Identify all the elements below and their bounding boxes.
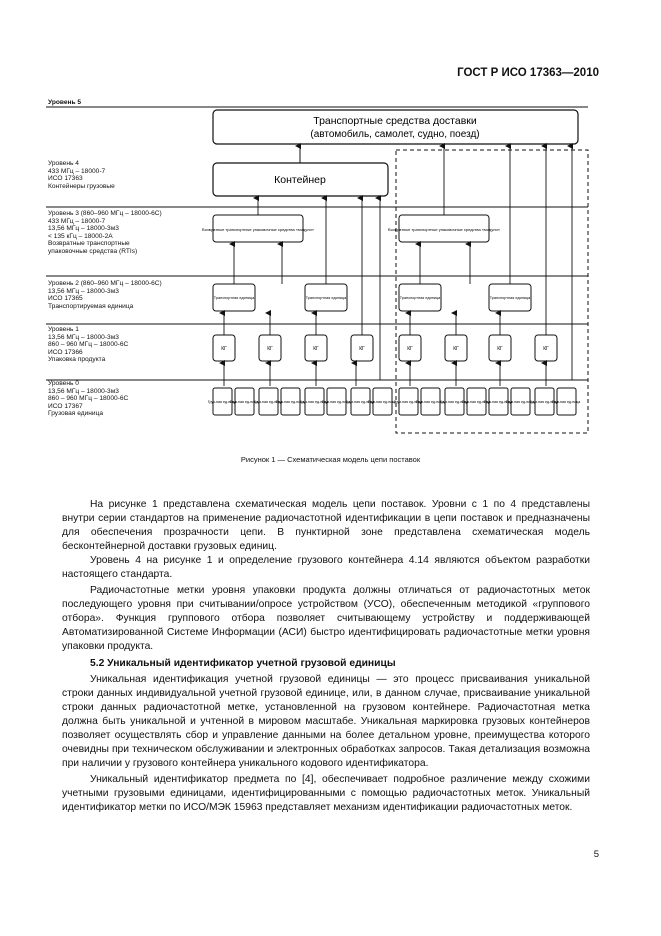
document-header: ГОСТ Р ИСО 17363—2010 [457,67,599,79]
unit-label-1: Транспортная единица [213,296,255,300]
kg-label-2: КГ [267,346,273,352]
level5-label: Уровень 5 [48,99,82,106]
rti-label-left: Возвратные транспортные упаковочные средства «модули» [202,227,314,232]
cargo-label-16: Груз-ная ед-ница [551,400,581,404]
level3-label: Уровень 3 (860–960 МГц – 18000-6С) 433 МГц – 18000-7 13,56 МГц – 18000-3м3 < 135 кГц – 18000-2А Возвратные транспортные упаковочные средства (RTIs) [48,210,162,255]
cargo-label-11: Груз-ная ед-ница [439,400,469,404]
cargo-label-13: Груз-ная ед-ница [483,400,513,404]
cargo-label-6: Груз-ная ед-ница [321,400,351,404]
paragraph: Уникальная идентификация учетной грузовой единицы — это процесс присваивания уникальной строки данных индивидуальной учетной грузовой единице, или, в данном случае, присваивание уникальной строки данных радиочастотной метке, установленной на грузовом контейнере. Радиочастотная метка должна быть уникальной и учтенной в мировом масштабе. Уникальная маркировка грузовых контейнеров позволяет осуществлять сбор и управление данными на более детальном уровне, преимущества которого очевидны при техническом обслуживании и электронных обработках запросов. Такая детализация возможна при наличии у грузового контейнера уникального кодового идентификатора. [62,674,590,769]
kg-label-7: КГ [497,346,503,352]
transport-line1: Транспортные средства доставки [313,115,477,127]
unit-label-2: Транспортная единица [305,296,347,300]
level1-label: Уровень 1 13,56 МГц – 18000-3м3 860 – 960 МГц – 18000-6С ИСО 17366 Упаковка продукта [48,326,129,364]
paragraph: Уровень 4 на рисунке 1 и определение грузового контейнера 4.14 являются объектом разработки настоящего стандарта. [62,555,590,580]
cargo-label-14: Груз-ная ед-ница [505,400,535,404]
paragraph: На рисунке 1 представлена схематическая модель цепи поставок. Уровни с 1 по 4 представлены внутри серии стандартов на применение радиочастотной идентификации в цепи поставок и предназначены для обеспечения прозрачности цепи. В пунктирной зоне представлена схематическая модель бесконтейнерной доставки грузовых единиц. [62,499,590,552]
level2-label: Уровень 2 (860–960 МГц – 18000-6С) 13,56 МГц – 18000-3м3 ИСО 17365 Транспортируемая единица [48,280,162,310]
unit-label-4: Транспортная единица [489,296,531,300]
kg-label-8: КГ [543,346,549,352]
unit-label-3: Транспортная единица [399,296,441,300]
figure-caption: Рисунок 1 — Схематическая модель цепи поставок [240,455,421,464]
cargo-label-1: Груз-ная ед-ница [207,400,237,404]
cargo-label-9: Груз-ная ед-ница [393,400,423,404]
cargo-label-10: Груз-ная ед-ница [415,400,445,404]
rti-label-right: Возвратные транспортные упаковочные средства «модули» [388,227,500,232]
transport-line2: (автомобиль, самолет, судно, поезд) [310,129,480,140]
page-number: 5 [593,849,599,860]
cargo-label-7: Груз-ная ед-ница [345,400,375,404]
paragraph: Уникальный идентификатор предмета по [4], обеспечивает подробное различение между схожими учетными грузовыми единицами, идентифицированными с помощью радиочастотных меток. Уникальный идентификатор метки по ИСО/МЭК 15963 представляет механизм идентификации радиочастотных меток. [62,774,590,813]
cargo-label-3: Груз-ная ед-ница [253,400,283,404]
cargo-label-8: Груз-ная ед-ница [367,400,397,404]
cargo-label-15: Груз-ная ед-ница [529,400,559,404]
level4-label: Уровень 4 433 МГц – 18000-7 ИСО 17363 Контейнеры грузовые [48,160,115,190]
cargo-label-4: Груз-ная ед-ница [275,400,305,404]
supply-chain-diagram [0,0,661,450]
container-label: Контейнер [274,174,326,186]
kg-label-4: КГ [359,346,365,352]
kg-label-1: КГ [221,346,227,352]
section-title: 5.2 Уникальный идентификатор учетной грузовой единицы [90,658,396,669]
cargo-label-2: Груз-ная ед-ница [229,400,259,404]
cargo-label-5: Груз-ная ед-ница [299,400,329,404]
cargo-label-12: Груз-ная ед-ница [461,400,491,404]
kg-label-6: КГ [453,346,459,352]
body-text-1 [62,498,590,815]
paragraph: Радиочастотные метки уровня упаковки продукта должны отличаться от радиочастотных меток последующего уровня при считывании/опросе устройством (УСО), обеспеченным методикой «группового отбора». Функция группового отбора позволяет считывающему устройству и поддерживающей Автоматизированной Системе Информации (АСИ) быстро идентифицировать радиочастотные метки уровня упаковки продукта. [62,585,590,652]
kg-label-5: КГ [407,346,413,352]
kg-label-3: КГ [313,346,319,352]
level0-label: Уровень 0 13,56 МГц – 18000-3м3 860 – 960 МГц – 18000-6С ИСО 17367 Грузовая единица [48,380,129,418]
